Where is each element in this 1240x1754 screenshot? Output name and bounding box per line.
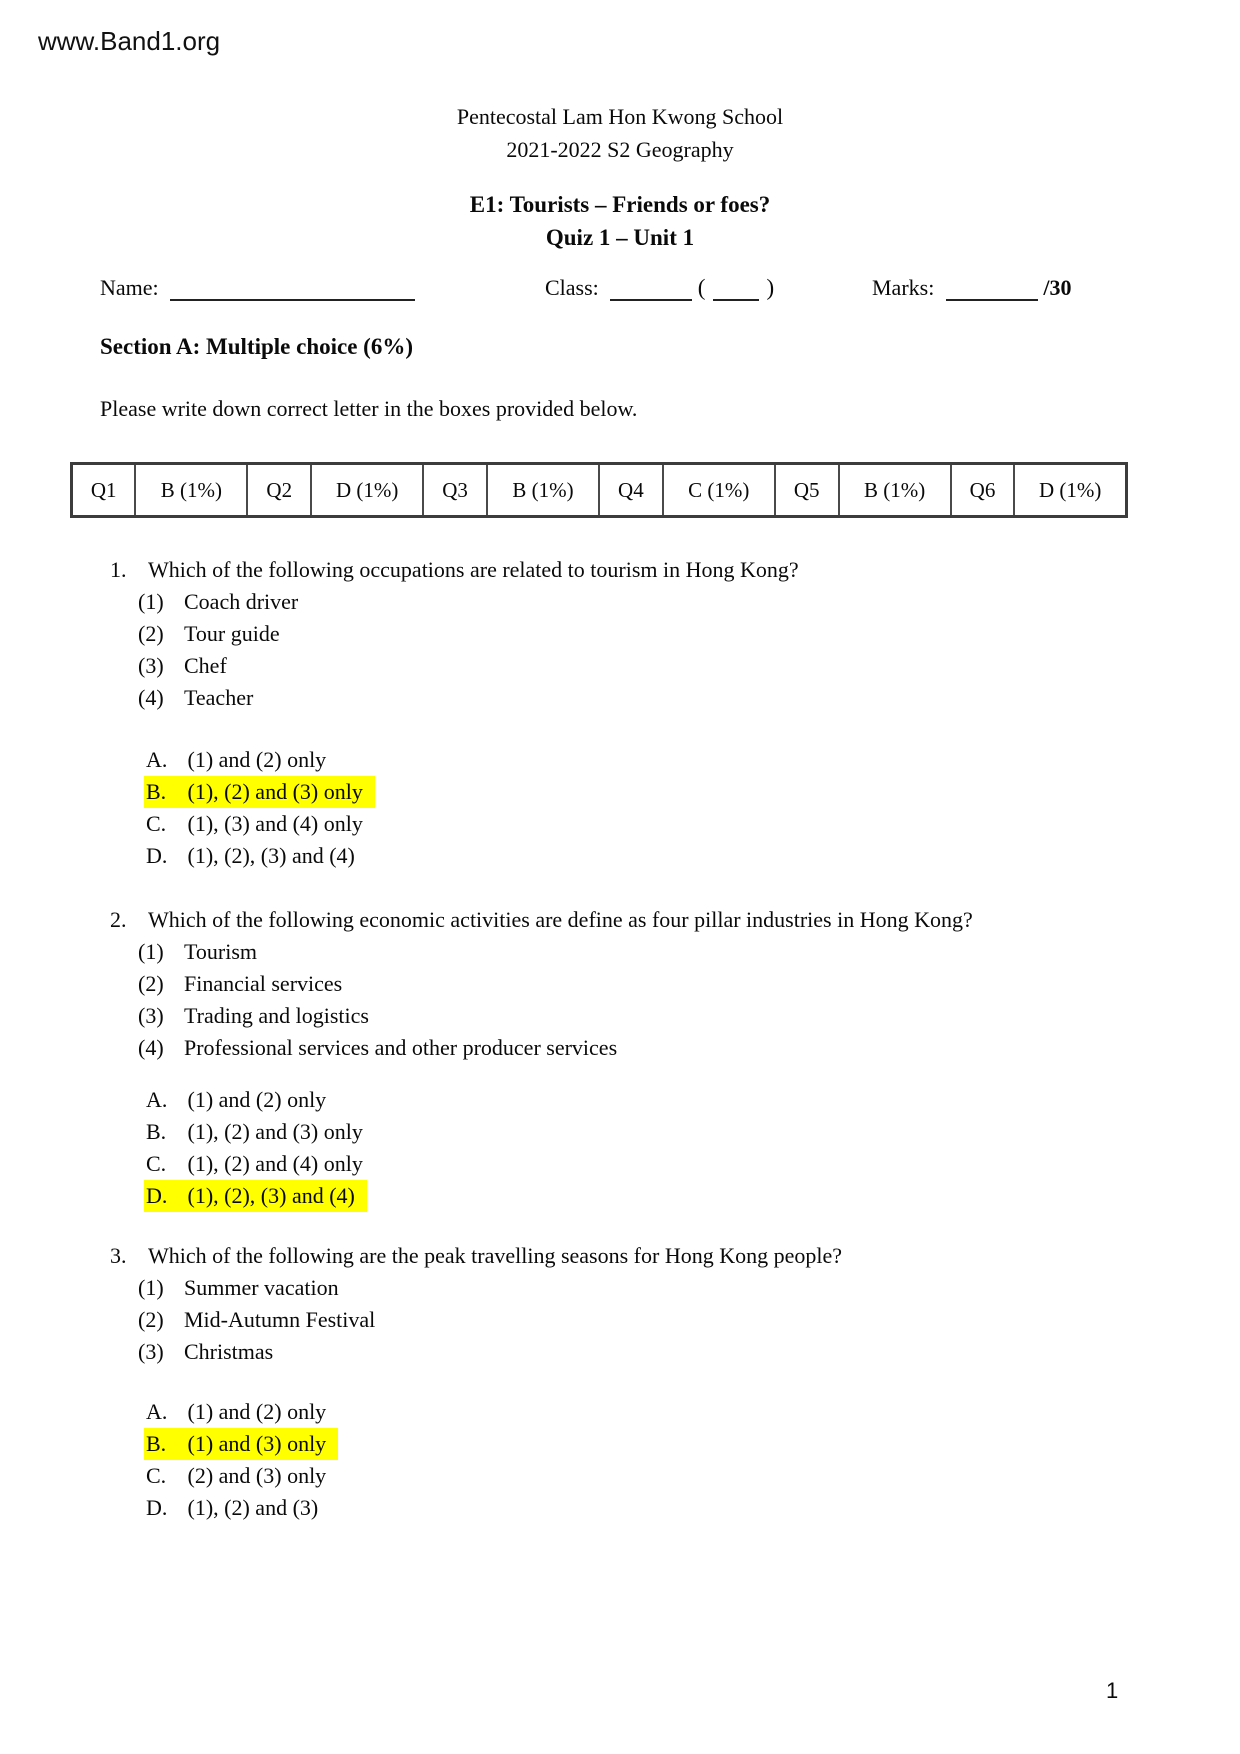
item-text: Financial services	[184, 971, 343, 996]
question-3	[108, 1240, 1138, 1524]
option-list	[144, 1396, 1138, 1524]
class-paren-open: (	[697, 275, 706, 300]
statement-list	[138, 586, 1138, 714]
option-text: (1), (2) and (3)	[187, 1495, 319, 1520]
question-2	[108, 904, 1138, 1212]
option-row	[144, 1492, 1138, 1524]
option-row	[144, 776, 1138, 808]
list-item	[138, 586, 1138, 618]
marks-blank	[946, 277, 1038, 301]
answer-cell-label: Q6	[951, 464, 1015, 517]
list-item	[138, 936, 1138, 968]
option-text: (1) and (3) only	[187, 1431, 327, 1456]
class-paren-close: )	[766, 275, 775, 300]
item-text: Summer vacation	[184, 1275, 339, 1300]
question-stem	[108, 554, 1138, 586]
item-marker: (2)	[138, 621, 164, 646]
list-item	[138, 618, 1138, 650]
option-text: (1), (2) and (4) only	[187, 1151, 363, 1176]
highlighted-answer	[144, 1428, 338, 1460]
class-number-blank	[713, 277, 759, 301]
item-marker: (3)	[138, 1339, 164, 1364]
name-label: Name:	[100, 275, 159, 300]
question-number: 3.	[110, 1243, 127, 1268]
answer-cell-label: Q3	[423, 464, 487, 517]
course-name: 2021-2022 S2 Geography	[506, 137, 734, 162]
option-text: (1) and (2) only	[187, 1399, 327, 1424]
class-blank	[610, 277, 692, 301]
option-list	[144, 1084, 1138, 1212]
item-text: Trading and logistics	[184, 1003, 369, 1028]
option-letter: A.	[146, 1087, 168, 1112]
quiz-subtitle: Quiz 1 – Unit 1	[545, 225, 695, 250]
item-text: Tourism	[184, 939, 258, 964]
option-letter: D.	[146, 843, 168, 868]
item-marker: (1)	[138, 939, 164, 964]
highlighted-answer	[144, 776, 375, 808]
item-marker: (3)	[138, 653, 164, 678]
option-row	[144, 1116, 1138, 1148]
question-stem	[108, 1240, 1138, 1272]
option-row	[144, 1396, 1138, 1428]
option-letter: C.	[146, 1463, 167, 1488]
option-row	[144, 1428, 1138, 1460]
option-letter: D.	[146, 1495, 168, 1520]
item-marker: (4)	[138, 685, 164, 710]
answer-cell-value: C (1%)	[663, 464, 775, 517]
item-marker: (1)	[138, 589, 164, 614]
list-item	[138, 1336, 1138, 1368]
option-letter: D.	[146, 1183, 168, 1208]
list-item	[138, 1000, 1138, 1032]
class-field	[545, 275, 774, 301]
question-1	[108, 554, 1138, 872]
option-row	[144, 840, 1138, 872]
option-letter: A.	[146, 1399, 168, 1424]
option-row	[144, 1180, 1138, 1212]
statement-list	[138, 936, 1138, 1064]
answer-key-table	[70, 462, 1128, 518]
class-label: Class:	[545, 275, 599, 300]
option-row	[144, 1460, 1138, 1492]
option-text: (1) and (2) only	[187, 747, 327, 772]
school-name: Pentecostal Lam Hon Kwong School	[456, 104, 784, 129]
option-text: (1), (2) and (3) only	[187, 1119, 363, 1144]
list-item	[138, 1272, 1138, 1304]
option-row	[144, 1084, 1138, 1116]
marks-label: Marks:	[872, 275, 935, 300]
list-item	[138, 650, 1138, 682]
item-text: Mid-Autumn Festival	[184, 1307, 376, 1332]
answer-cell-value: D (1%)	[311, 464, 423, 517]
item-marker: (4)	[138, 1035, 164, 1060]
option-letter: C.	[146, 1151, 167, 1176]
option-text: (2) and (3) only	[187, 1463, 327, 1488]
answer-cell-value: B (1%)	[487, 464, 599, 517]
question-number: 1.	[110, 557, 127, 582]
option-letter: C.	[146, 811, 167, 836]
answer-cell-value: D (1%)	[1014, 464, 1126, 517]
question-text: Which of the following occupations are related to tourism in Hong Kong?	[148, 557, 799, 582]
answer-cell-value: B (1%)	[135, 464, 247, 517]
option-letter: B.	[146, 1431, 167, 1456]
list-item	[138, 1032, 1138, 1064]
section-heading: Section A: Multiple choice (6%)	[100, 334, 414, 359]
option-row	[144, 744, 1138, 776]
list-item	[138, 682, 1138, 714]
document-header	[0, 100, 1240, 254]
answer-cell-value: B (1%)	[839, 464, 951, 517]
item-text: Professional services and other producer services	[184, 1035, 618, 1060]
item-text: Chef	[184, 653, 227, 678]
option-list	[144, 744, 1138, 872]
question-stem	[108, 904, 1138, 936]
question-text: Which of the following are the peak travelling seasons for Hong Kong people?	[148, 1243, 843, 1268]
page-number: 1	[1106, 1678, 1119, 1703]
option-letter: B.	[146, 1119, 167, 1144]
item-marker: (2)	[138, 1307, 164, 1332]
quiz-title: E1: Tourists – Friends or foes?	[469, 192, 771, 217]
answer-cell-label: Q5	[775, 464, 839, 517]
list-item	[138, 1304, 1138, 1336]
option-row	[144, 1148, 1138, 1180]
item-text: Teacher	[184, 685, 254, 710]
item-marker: (3)	[138, 1003, 164, 1028]
instruction-text: Please write down correct letter in the boxes provided below.	[100, 396, 638, 421]
item-text: Christmas	[184, 1339, 274, 1364]
questions-section	[108, 540, 1138, 1524]
name-field	[100, 275, 415, 301]
marks-field	[872, 275, 1071, 301]
question-text: Which of the following economic activities are define as four pillar industries in Hong Kong?	[148, 907, 973, 932]
list-item	[138, 968, 1138, 1000]
item-text: Coach driver	[184, 589, 299, 614]
option-text: (1), (2), (3) and (4)	[187, 843, 355, 868]
option-text: (1), (2), (3) and (4)	[187, 1183, 355, 1208]
option-letter: B.	[146, 779, 167, 804]
answer-cell-label: Q4	[599, 464, 663, 517]
name-blank	[170, 277, 415, 301]
answer-table-row	[72, 464, 1127, 517]
item-text: Tour guide	[184, 621, 280, 646]
item-marker: (2)	[138, 971, 164, 996]
option-text: (1), (3) and (4) only	[187, 811, 363, 836]
option-text: (1), (2) and (3) only	[187, 779, 363, 804]
site-url: www.Band1.org	[38, 26, 221, 56]
marks-total: /30	[1043, 275, 1072, 300]
option-row	[144, 808, 1138, 840]
option-text: (1) and (2) only	[187, 1087, 327, 1112]
item-marker: (1)	[138, 1275, 164, 1300]
question-number: 2.	[110, 907, 127, 932]
statement-list	[138, 1272, 1138, 1368]
option-letter: A.	[146, 747, 168, 772]
highlighted-answer	[144, 1180, 367, 1212]
answer-cell-label: Q1	[72, 464, 136, 517]
answer-cell-label: Q2	[247, 464, 311, 517]
